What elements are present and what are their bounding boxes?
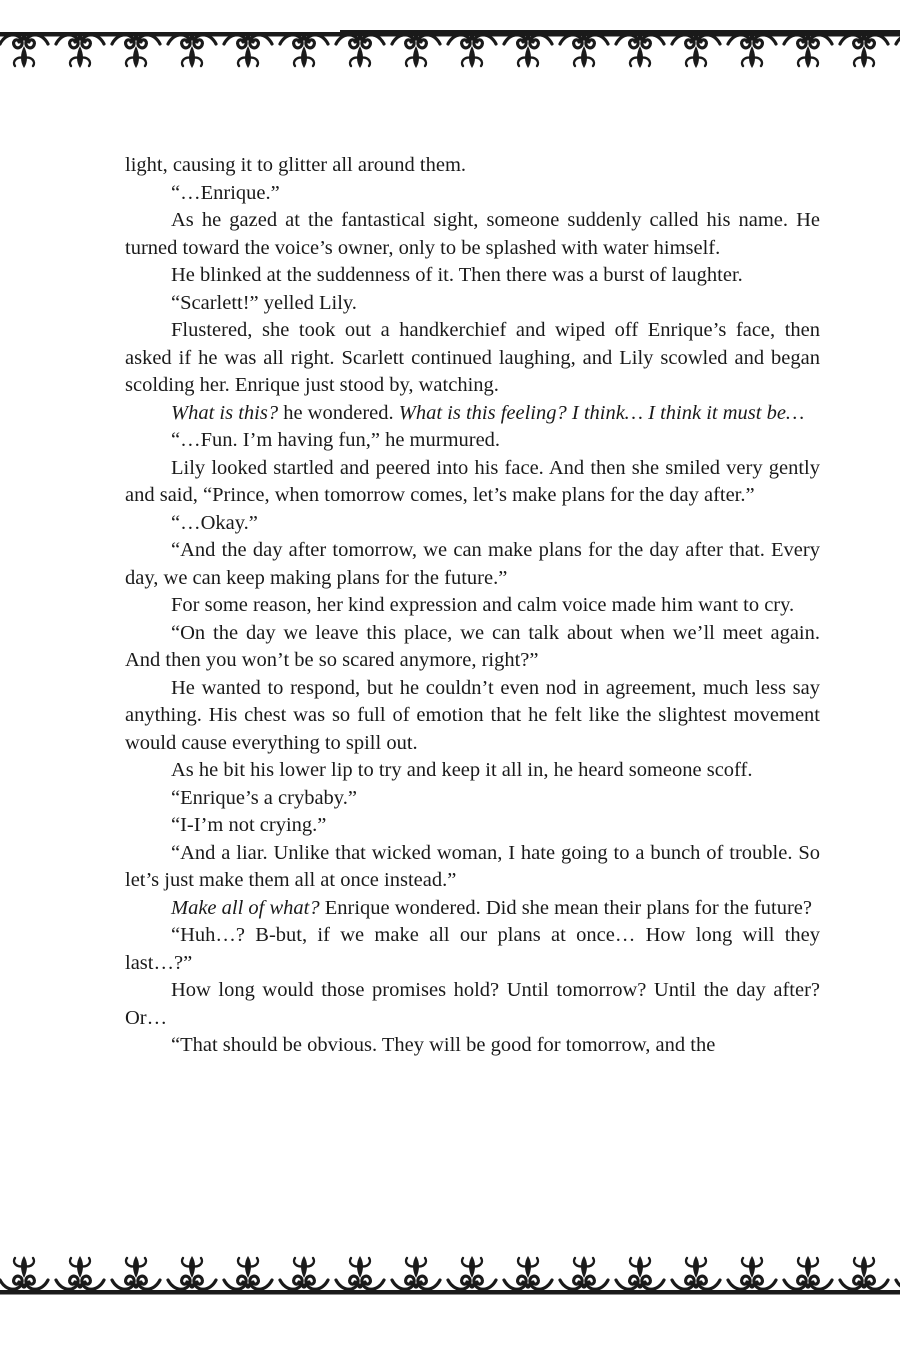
text-run: Flustered, she took out a handkerchief and wiped off Enrique’s face, then asked if he was all right. Scarlett continued laughing, and Lily scowled and began scolding her. Enrique just stood by, watching. bbox=[125, 319, 820, 396]
scroll-ornament bbox=[112, 1256, 160, 1289]
paragraph bbox=[125, 977, 820, 1032]
scroll-ornament bbox=[168, 1256, 216, 1289]
paragraph bbox=[125, 400, 820, 428]
text-run: “Scarlett!” yelled Lily. bbox=[171, 291, 357, 314]
scroll-ornament bbox=[728, 35, 776, 68]
paragraph bbox=[125, 757, 820, 785]
scroll-ornament bbox=[504, 35, 552, 68]
paragraph bbox=[125, 840, 820, 895]
text-run: He wanted to respond, but he couldn’t even nod in agreement, much less say anything. His chest was so full of emotion that he felt like the slightest movement would cause everything to spill out. bbox=[125, 676, 820, 754]
scroll-ornament bbox=[0, 35, 48, 68]
scroll-ornament bbox=[56, 1256, 104, 1289]
paragraph bbox=[125, 262, 820, 290]
scroll-ornament bbox=[560, 35, 608, 68]
scroll-ornament bbox=[672, 35, 720, 68]
scroll-ornament bbox=[112, 35, 160, 68]
book-page-text bbox=[125, 152, 820, 1060]
text-run: He blinked at the suddenness of it. Then there was a burst of laughter. bbox=[171, 264, 743, 286]
scroll-ornament bbox=[560, 1256, 608, 1289]
paragraph bbox=[125, 537, 820, 592]
scroll-ornament bbox=[56, 35, 104, 68]
scroll-ornament bbox=[336, 35, 384, 68]
scroll-ornament bbox=[448, 1256, 496, 1289]
scroll-ornament bbox=[784, 35, 832, 68]
text-run: As he gazed at the fantastical sight, someone suddenly called his name. He turned toward the voice’s owner, only to be splashed with water himself. bbox=[125, 209, 820, 259]
text-run: he wondered. bbox=[278, 401, 399, 424]
scroll-ornament bbox=[224, 1256, 272, 1289]
paragraph bbox=[125, 427, 820, 455]
text-run: “And the day after tomorrow, we can make plans for the day after that. Every day, we can keep making plans for the future.” bbox=[125, 539, 820, 589]
paragraph bbox=[125, 812, 820, 840]
scroll-ornament bbox=[840, 1256, 888, 1289]
paragraph bbox=[125, 455, 820, 510]
text-run: How long would those promises hold? Until tomorrow? Until the day after? Or… bbox=[125, 979, 820, 1029]
text-run: For some reason, her kind expression and calm voice made him want to cry. bbox=[171, 594, 795, 616]
scroll-ornament bbox=[336, 1256, 384, 1289]
scroll-ornament bbox=[168, 35, 216, 68]
text-run: “…Fun. I’m having fun,” he murmured. bbox=[171, 429, 501, 451]
text-run: light, causing it to glitter all around them. bbox=[125, 154, 467, 176]
text-run: “…Enrique.” bbox=[171, 181, 280, 204]
paragraph bbox=[125, 290, 820, 318]
italic-text: What is this feeling? I think… I think it must be… bbox=[398, 401, 805, 424]
scroll-ornament bbox=[728, 1256, 776, 1289]
scroll-ornament bbox=[280, 35, 328, 68]
scroll-ornament bbox=[448, 35, 496, 68]
scroll-ornament bbox=[784, 1256, 832, 1289]
paragraph bbox=[125, 317, 820, 400]
italic-text: Make all of what? bbox=[171, 896, 320, 919]
scroll-ornament bbox=[0, 1256, 48, 1289]
scroll-ornament bbox=[392, 35, 440, 68]
scroll-ornament bbox=[896, 1256, 900, 1289]
text-run: Enrique wondered. Did she mean their plans for the future? bbox=[319, 896, 813, 919]
text-run: “On the day we leave this place, we can talk about when we’ll meet again. And then you won’t be so scared anymore, right?” bbox=[125, 621, 820, 671]
bottom-ornamental-border bbox=[0, 1238, 900, 1318]
paragraph bbox=[125, 620, 820, 675]
scroll-ornament bbox=[616, 1256, 664, 1289]
scroll-ornament bbox=[896, 35, 900, 68]
text-run: “I-I’m not crying.” bbox=[171, 814, 327, 836]
paragraph bbox=[125, 152, 820, 180]
scroll-ornament bbox=[504, 1256, 552, 1289]
scroll-ornament bbox=[224, 35, 272, 68]
scroll-ornament bbox=[672, 1256, 720, 1289]
text-run: As he bit his lower lip to try and keep it all in, he heard someone scoff. bbox=[171, 759, 753, 781]
scroll-ornament bbox=[392, 1256, 440, 1289]
paragraph bbox=[125, 895, 820, 923]
paragraph bbox=[125, 1032, 820, 1060]
text-run: “And a liar. Unlike that wicked woman, I hate going to a bunch of trouble. So let’s just make them all at once instead.” bbox=[125, 841, 820, 891]
paragraph bbox=[125, 592, 820, 620]
top-ornamental-border bbox=[0, 22, 900, 102]
text-run: “Huh…? B-but, if we make all our plans at once… How long will they last…?” bbox=[125, 924, 820, 974]
scroll-ornament bbox=[616, 35, 664, 68]
paragraph bbox=[125, 785, 820, 813]
text-run: “Enrique’s a crybaby.” bbox=[171, 786, 357, 809]
italic-text: What is this? bbox=[171, 401, 279, 424]
scroll-ornament bbox=[840, 35, 888, 68]
paragraph bbox=[125, 180, 820, 208]
text-run: Lily looked startled and peered into his face. And then she smiled very gently and said, “Prince, when tomorrow comes, let’s make plans for the day after.” bbox=[125, 456, 820, 506]
scroll-ornament bbox=[280, 1256, 328, 1289]
text-run: “That should be obvious. They will be good for tomorrow, and the bbox=[171, 1034, 716, 1056]
paragraph bbox=[125, 922, 820, 977]
paragraph bbox=[125, 207, 820, 262]
text-run: “…Okay.” bbox=[171, 511, 258, 534]
paragraph bbox=[125, 510, 820, 538]
paragraph bbox=[125, 675, 820, 758]
